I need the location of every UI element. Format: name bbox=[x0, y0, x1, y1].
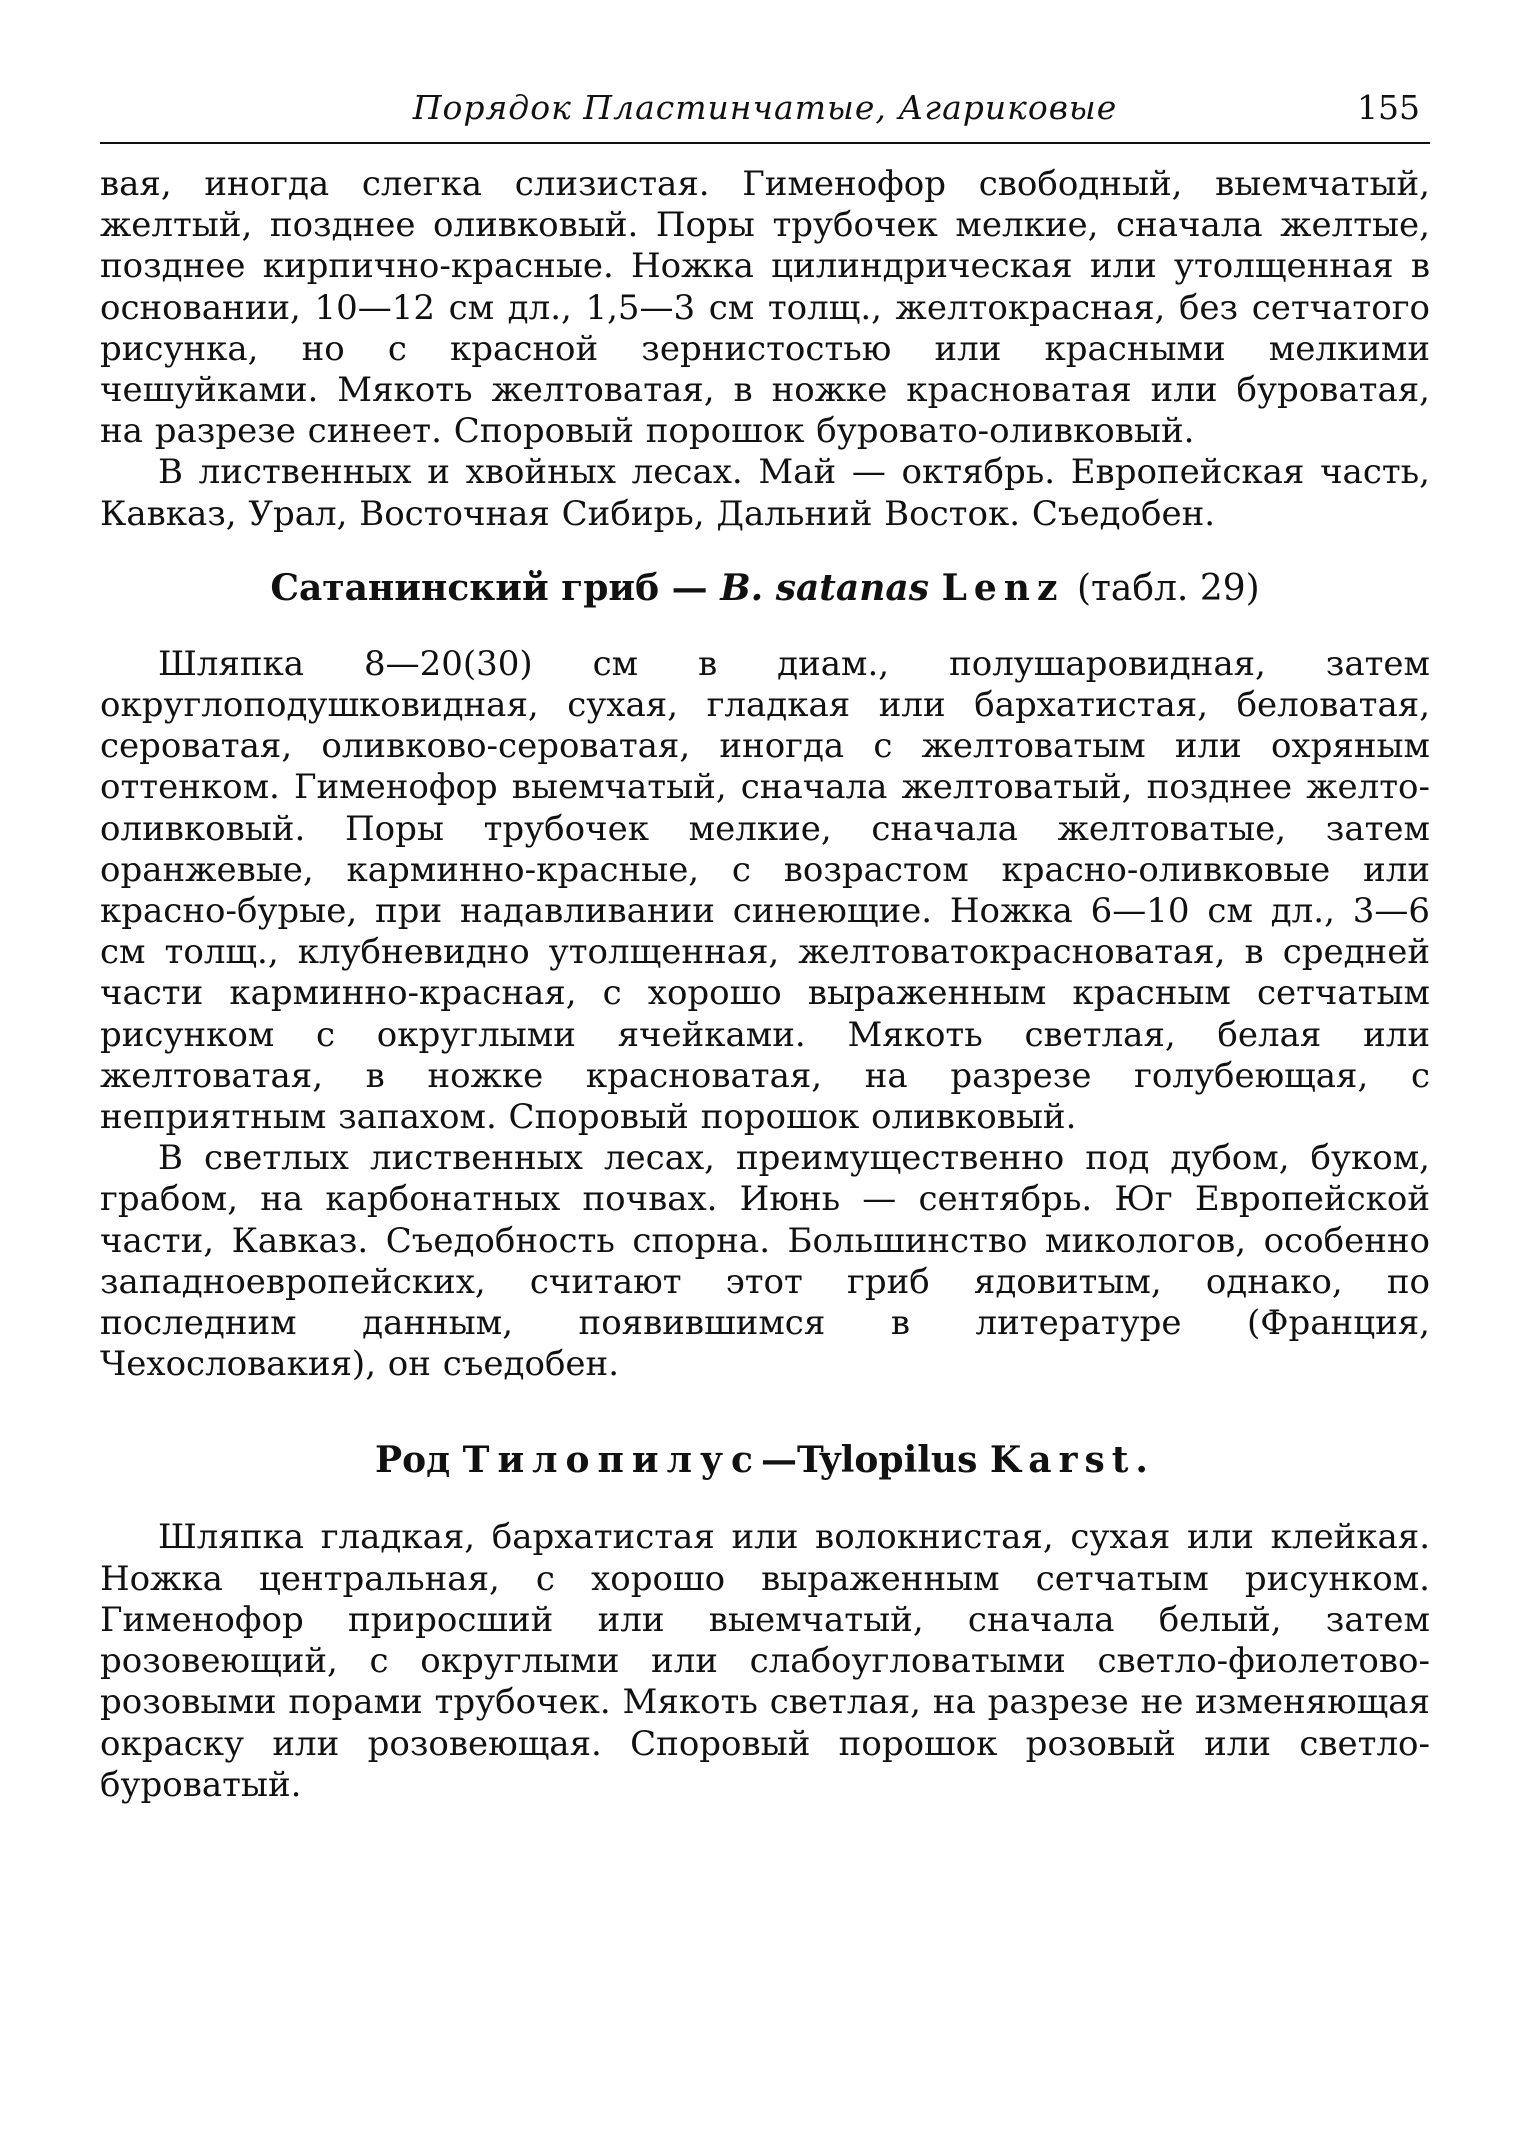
genus-russian-name: Тилопилус bbox=[462, 1439, 761, 1482]
page-number: 155 bbox=[1357, 88, 1420, 127]
genus-prefix: Род bbox=[375, 1439, 451, 1482]
genus-heading-dash: — bbox=[760, 1439, 797, 1482]
species-heading-dash: — bbox=[671, 566, 708, 609]
genus-heading-tylopilus bbox=[100, 1437, 1430, 1483]
satanas-habitat-paragraph: В светлых лиственных лесах, преимущественно под дубом, буком, грабом, на карбонатных почвах. Июнь — сентябрь. Юг Европейской части, Кавказ. Съедобность спорна. Большинство микологов, особенно западноевропейских, считают этот гриб ядовитым, однако, по последним данным, появившимся в литературе (Франция, Чехословакия), он съедобен. bbox=[100, 1138, 1430, 1385]
running-title: Порядок Пластинчатые, Агариковые bbox=[412, 88, 1118, 127]
book-page bbox=[100, 80, 1430, 2080]
genus-author: Karst. bbox=[989, 1439, 1155, 1482]
genus-description-paragraph: Шляпка гладкая, бархатистая или волокнистая, сухая или клейкая. Ножка центральная, с хорошо выраженным сетчатым рисунком. Гименофор приросший или выемчатый, сначала белый, затем розовеющий, с округлыми или слабоугловатыми светло-фиолетово-розовыми порами трубочек. Мякоть светлая, на разрезе не изменяющая окраску или розовеющая. Споровый порошок розовый или светло-буроватый. bbox=[100, 1517, 1430, 1805]
genus-latin-name: Tylopilus bbox=[796, 1439, 978, 1482]
running-header bbox=[100, 80, 1430, 144]
species-author: Lenz bbox=[941, 566, 1065, 609]
species-heading-satanas bbox=[100, 565, 1430, 612]
satanas-description-paragraph: Шляпка 8—20(30) см в диам., полушаровидная, затем округлоподушковидная, сухая, гладкая или бархатистая, беловатая, сероватая, оливково-сероватая, иногда с желтоватым или охряным оттенком. Гименофор выемчатый, сначала желтоватый, позднее желто-оливковый. Поры трубочек мелкие, сначала желтоватые, затем оранжевые, карминно-красные, с возрастом красно-оливковые или красно-бурые, при надавливании синеющие. Ножка 6—10 см дл., 3—6 см толщ., клубневидно утолщенная, желтоватокрасноватая, в средней части карминно-красная, с хорошо выраженным красным сетчатым рисунком с округлыми ячейками. Мякоть светлая, белая или желтоватая, в ножке красноватая, на разрезе голубеющая, с неприятным запахом. Споровый порошок оливковый. bbox=[100, 643, 1430, 1138]
species-latin-name: B. satanas bbox=[720, 566, 930, 609]
habitat-paragraph-first-species: В лиственных и хвойных лесах. Май — октябрь. Европейская часть, Кавказ, Урал, Восточная Сибирь, Дальний Восток. Съедобен. bbox=[100, 452, 1430, 534]
species-russian-name: Сатанинский гриб bbox=[270, 566, 660, 609]
plate-reference: (табл. 29) bbox=[1076, 567, 1260, 609]
description-paragraph-continued: вая, иногда слегка слизистая. Гименофор свободный, выемчатый, желтый, позднее оливковый. Поры трубочек мелкие, сначала желтые, позднее кирпично-красные. Ножка цилиндрическая или утолщенная в основании, 10—12 см дл., 1,5—3 см толщ., желтокрасная, без сетчатого рисунка, но с красной зернистостью или красными мелкими чешуйками. Мякоть желтоватая, в ножке красноватая или буроватая, на разрезе синеет. Споровый порошок буровато-оливковый. bbox=[100, 164, 1430, 452]
